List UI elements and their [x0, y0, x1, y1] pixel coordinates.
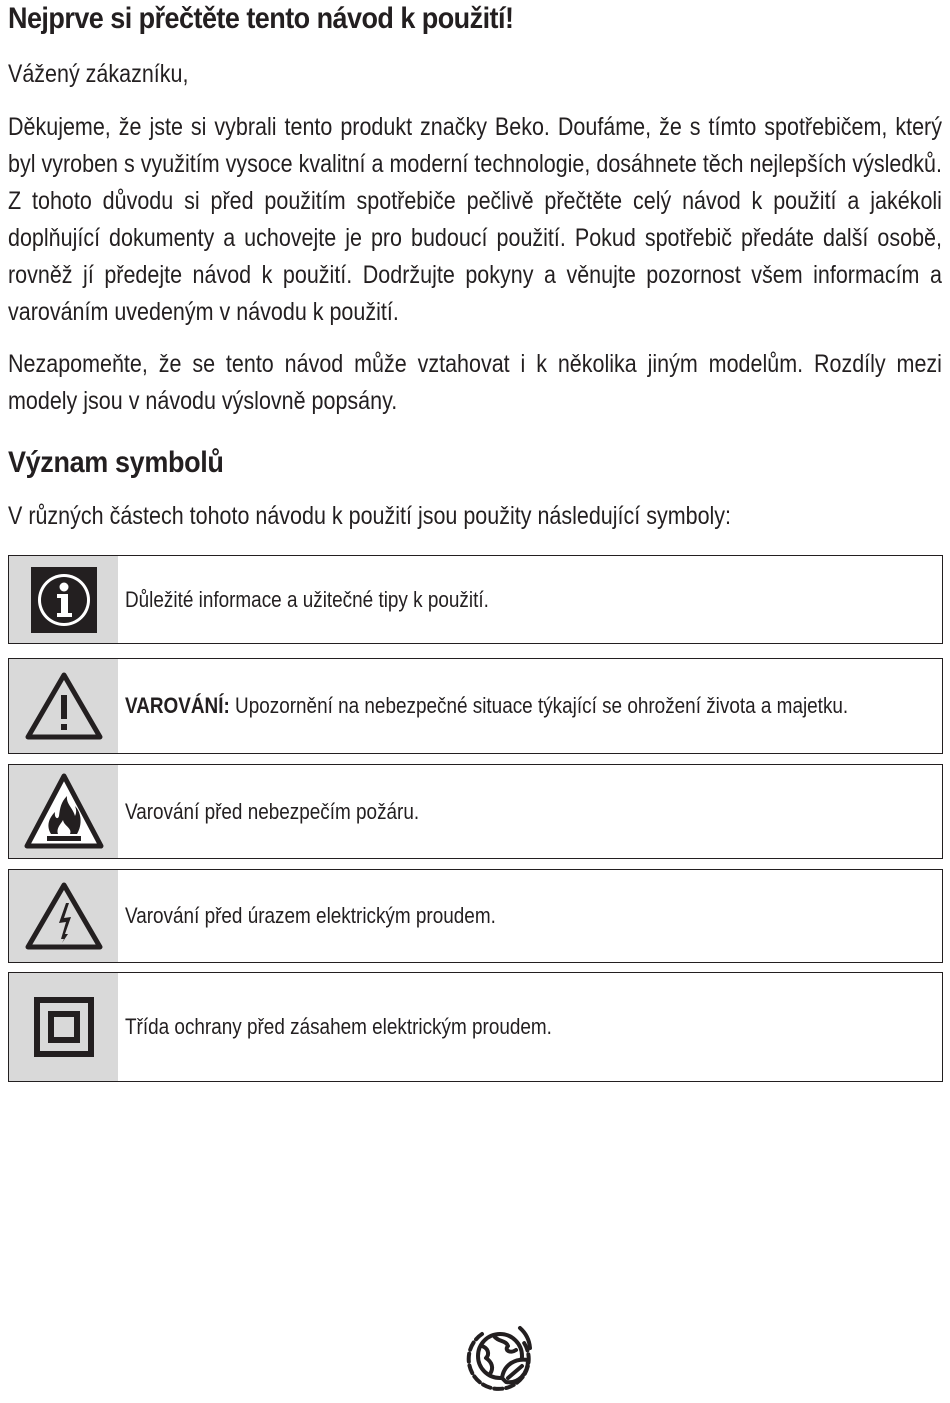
symbols-intro: V různých částech tohoto návodu k použití jsou použity následující symboly: — [8, 502, 732, 530]
eco-globe-leaf-icon — [464, 1318, 536, 1398]
models-note-paragraph: Nezapomeňte, že se tento návod může vztahovat i k několika jiným modelům. Rozdíly mezi modely jsou v návodu výslovně popsány. — [8, 350, 942, 415]
symbol-row-fire — [8, 764, 943, 859]
symbol-description: Varování před úrazem elektrickým proudem. — [125, 903, 496, 928]
symbol-row-protection-class — [8, 972, 943, 1082]
greeting: Vážený zákazníku, — [8, 60, 189, 88]
symbol-description: Varování před nebezpečím požáru. — [125, 798, 420, 824]
symbol-row-info — [8, 555, 943, 644]
symbol-description: Třída ochrany před zásahem elektrickým proudem. — [125, 1014, 552, 1039]
info-icon — [9, 556, 118, 643]
warning-label: VAROVÁNÍ: — [125, 693, 230, 718]
warning-icon — [9, 659, 118, 753]
symbol-row-warning — [8, 658, 943, 754]
symbol-description: VAROVÁNÍ: Upozornění na nebezpečné situace týkající se ohrožení života a majetku. — [125, 693, 849, 718]
fire-hazard-icon — [9, 765, 118, 858]
symbol-row-electric — [8, 869, 943, 963]
symbols-heading: Význam symbolů — [8, 446, 224, 479]
symbol-description: Důležité informace a užitečné tipy k použití. — [125, 586, 489, 612]
electric-shock-icon — [9, 870, 118, 962]
intro-paragraph: Děkujeme, že jste si vybrali tento produkt značky Beko. Doufáme, že s tímto spotřebičem, který byl vyroben s využitím vysoce kvalitní a moderní technologie, dosáhnete těch nejlepších výsledků. Z tohoto důvodu si před použitím spotřebiče pečlivě přečtěte celý návod k použití a jakékoli doplňující dokumenty a uchovejte je pro budoucí použití. Pokud spotřebič předáte další osobě, rovněž jí předejte návod k použití. Dodržujte pokyny a věnujte pozornost všem informacím a varováním uvedeným v návodu k použití. — [8, 113, 942, 326]
page-title: Nejprve si přečtěte tento návod k použití! — [8, 2, 514, 35]
protection-class-icon — [9, 973, 118, 1081]
